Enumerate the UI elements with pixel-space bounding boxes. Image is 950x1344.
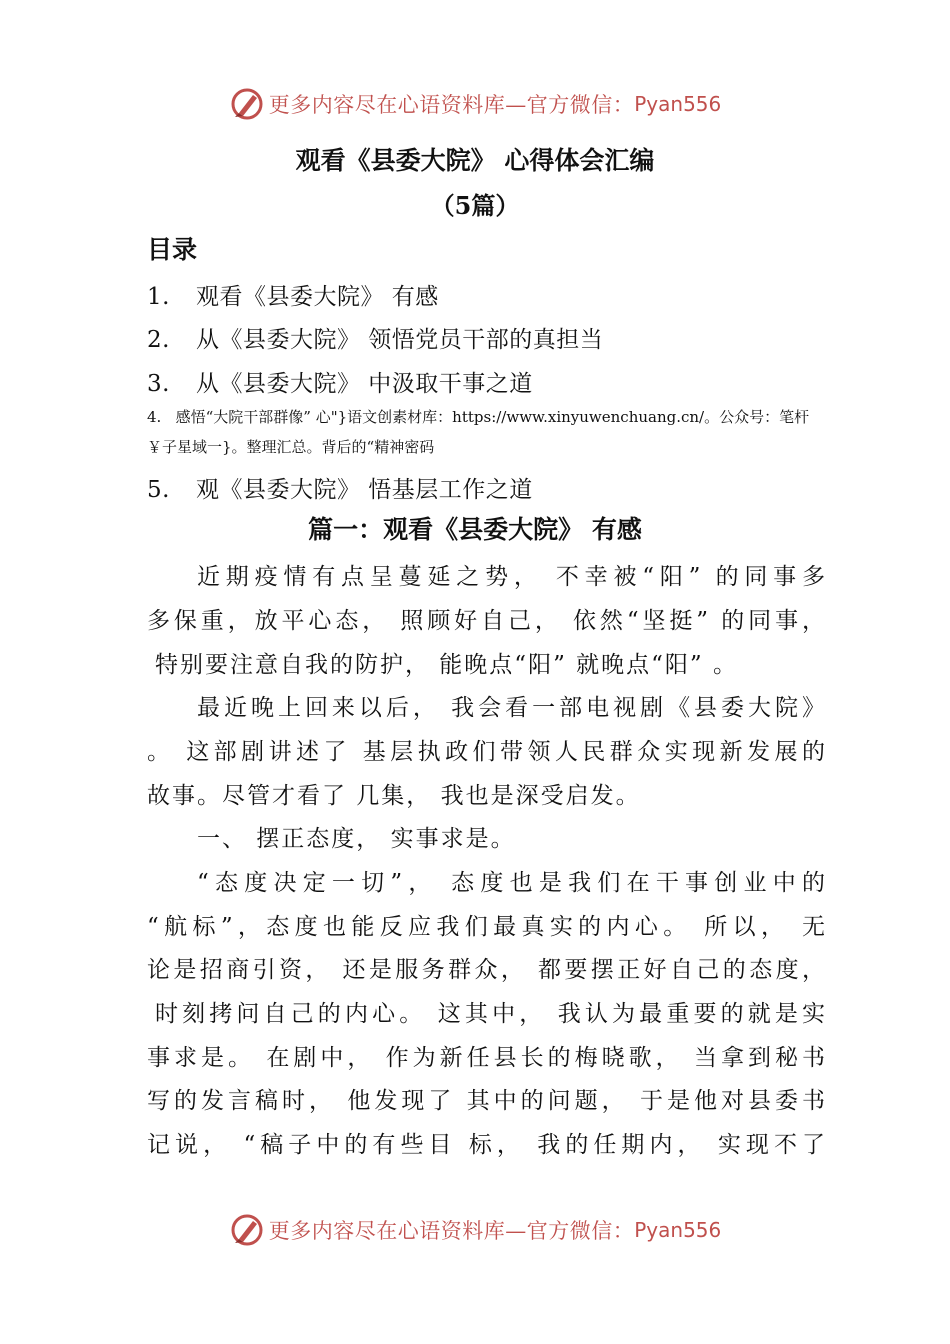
- banner-wechat-id: Pyan556: [634, 92, 722, 116]
- paragraph-line: “态度决定一切”， 态度也是我们在干事创业中的: [197, 870, 827, 896]
- toc-item-text: 观《县委大院》 悟基层工作之道: [196, 477, 533, 503]
- document-subtitle: （5篇）: [430, 191, 520, 220]
- paragraph-line: 时刻拷问自己的内心。 这其中， 我认为最重要的就是实: [155, 1001, 827, 1027]
- pen-nib-icon: [229, 86, 265, 122]
- paragraph-line: 近期疫情有点呈蔓延之势， 不幸被“阳” 的同事多: [197, 564, 827, 590]
- paragraph-line: 一、 摆正态度， 实事求是。: [197, 826, 516, 852]
- toc-item-number: 1.: [147, 284, 170, 310]
- paragraph-line: 。 这部剧讲述了 基层执政们带领人民群众实现新发展的: [147, 739, 827, 765]
- toc-heading: 目录: [147, 235, 198, 264]
- toc-item-number: 2.: [147, 327, 170, 353]
- toc-item-number: 4.: [147, 408, 162, 426]
- toc-item-text: 观看《县委大院》 有感: [196, 284, 439, 310]
- section-title: 篇一：观看《县委大院》 有感: [308, 515, 642, 544]
- footer-banner: [0, 1208, 950, 1252]
- banner-text: 更多内容尽在心语资料库—官方微信：: [268, 93, 635, 117]
- banner-wechat-id: Pyan556: [634, 1218, 722, 1242]
- header-banner: [0, 82, 950, 126]
- toc-item-text: 从《县委大院》 领悟党员干部的真担当: [196, 327, 604, 353]
- toc-item[interactable]: [147, 471, 533, 504]
- toc-item-text: 从《县委大院》 中汲取干事之道: [196, 371, 533, 397]
- banner-text: 更多内容尽在心语资料库—官方微信：: [268, 1219, 635, 1243]
- paragraph-line: 记说， “稿子中的有些目 标， 我的任期内， 实现不了: [147, 1132, 827, 1158]
- paragraph-line: 特别要注意自我的防护， 能晚点“阳” 就晚点“阳” 。: [155, 652, 738, 678]
- toc-item-text: 感悟“大院干部群像” 心"}语文创素材库：https://www.xinyuwenchuang.cn/。公众号：笔杆￥子星域一}。整理汇总。背后的“精神密码: [147, 408, 810, 456]
- toc-item-number: 5.: [147, 477, 170, 503]
- paragraph-line: 故事。尽管才看了 几集， 我也是深受启发。: [147, 783, 641, 809]
- paragraph-line: 事求是。 在剧中， 作为新任县长的梅晓歌， 当拿到秘书: [147, 1045, 827, 1071]
- paragraph-line: 最近晚上回来以后， 我会看一部电视剧《县委大院》: [197, 695, 827, 721]
- toc-item-number: 3.: [147, 371, 170, 397]
- paragraph-line: 论是招商引资， 还是服务群众， 都要摆正好自己的态度，: [147, 957, 827, 983]
- toc-item[interactable]: [147, 402, 837, 462]
- toc-item[interactable]: [147, 365, 533, 398]
- toc-item[interactable]: [147, 321, 603, 354]
- pen-nib-icon: [229, 1212, 265, 1248]
- paragraph-line: 写的发言稿时， 他发现了 其中的问题， 于是他对县委书: [147, 1088, 827, 1114]
- toc-item[interactable]: [147, 278, 439, 311]
- paragraph-line: 多保重，放平心态， 照顾好自己， 依然“坚挺” 的同事，: [147, 608, 827, 634]
- document-title: 观看《县委大院》 心得体会汇编: [295, 146, 655, 175]
- paragraph-line: “航标”，态度也能反应我们最真实的内心。 所以， 无: [147, 914, 827, 940]
